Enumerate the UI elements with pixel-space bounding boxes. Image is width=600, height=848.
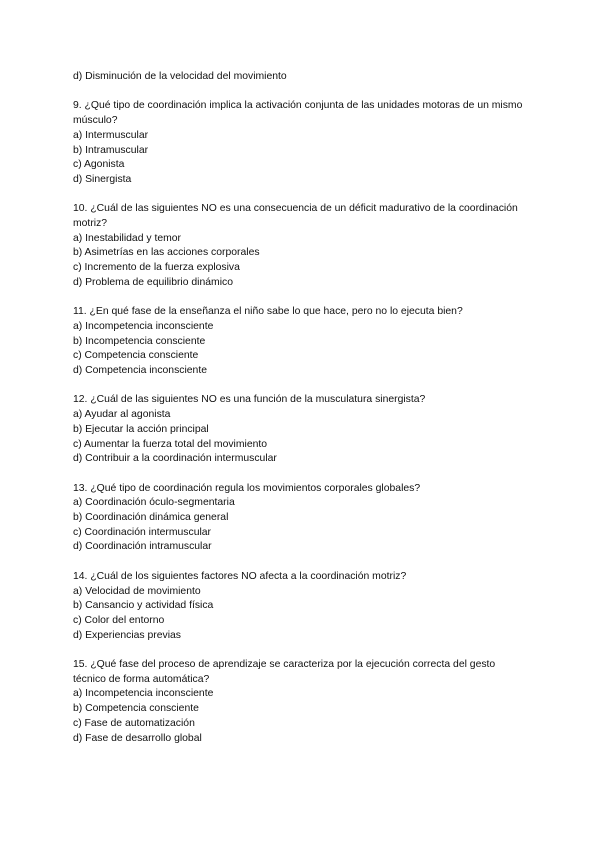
answer-option: d) Contribuir a la coordinación intermuscular xyxy=(73,453,277,465)
option-d: d) Disminución de la velocidad del movimiento xyxy=(73,71,287,82)
question-text: 13. ¿Qué tipo de coordinación regula los movimientos corporales globales? xyxy=(73,482,421,494)
question-text: 15. ¿Qué fase del proceso de aprendizaje se caracteriza por la ejecución correcta del gesto técnico de forma automática? xyxy=(73,659,496,685)
answer-option: b) Ejecutar la acción principal xyxy=(73,423,209,435)
answer-option: d) Competencia inconsciente xyxy=(73,365,207,377)
question-list xyxy=(73,70,533,761)
answer-option: b) Competencia consciente xyxy=(73,703,199,715)
answer-option: d) Sinergista xyxy=(73,173,132,185)
answer-option: c) Fase de automatización xyxy=(73,717,195,729)
answer-option: a) Incompetencia inconsciente xyxy=(73,320,214,332)
answer-option: b) Asimetrías en las acciones corporales xyxy=(73,247,260,259)
answer-option: a) Inestabilidad y temor xyxy=(73,232,182,244)
answer-option: a) Coordinación óculo-segmentaria xyxy=(73,497,235,509)
answer-option: a) Velocidad de movimiento xyxy=(73,585,201,597)
question-block xyxy=(73,305,533,379)
question-block xyxy=(73,99,533,187)
answer-option: d) Experiencias previas xyxy=(73,629,181,641)
answer-option: c) Color del entorno xyxy=(73,614,165,626)
question-text: 12. ¿Cuál de las siguientes NO es una función de la musculatura sinergista? xyxy=(73,394,426,406)
answer-option: c) Aumentar la fuerza total del movimiento xyxy=(73,438,268,450)
question-block xyxy=(73,393,533,467)
answer-option: c) Agonista xyxy=(73,159,125,171)
previous-question-tail xyxy=(73,70,533,85)
question-text: 10. ¿Cuál de las siguientes NO es una consecuencia de un déficit madurativo de la coordinación motriz? xyxy=(73,203,518,229)
answer-option: d) Fase de desarrollo global xyxy=(73,732,202,744)
question-block xyxy=(73,658,533,746)
answer-option: b) Cansancio y actividad física xyxy=(73,600,214,612)
question-text: 14. ¿Cuál de los siguientes factores NO afecta a la coordinación motriz? xyxy=(73,570,407,582)
answer-option: b) Intramuscular xyxy=(73,144,149,156)
answer-option: c) Coordinación intermuscular xyxy=(73,526,212,538)
question-block xyxy=(73,482,533,556)
answer-option: d) Problema de equilibrio dinámico xyxy=(73,276,233,288)
question-block xyxy=(73,570,533,644)
question-text: 9. ¿Qué tipo de coordinación implica la activación conjunta de las unidades motoras de un mismo músculo? xyxy=(73,100,523,127)
answer-option: a) Ayudar al agonista xyxy=(73,409,171,421)
answer-option: c) Competencia consciente xyxy=(73,350,199,362)
answer-option: b) Incompetencia consciente xyxy=(73,335,206,347)
answer-option: a) Incompetencia inconsciente xyxy=(73,688,214,700)
answer-option: b) Coordinación dinámica general xyxy=(73,512,229,524)
answer-option: c) Incremento de la fuerza explosiva xyxy=(73,262,240,274)
question-block xyxy=(73,202,533,290)
answer-option: a) Intermuscular xyxy=(73,129,149,141)
question-text: 11. ¿En qué fase de la enseñanza el niño sabe lo que hace, pero no lo ejecuta bien? xyxy=(73,306,463,318)
answer-option: d) Coordinación intramuscular xyxy=(73,541,212,553)
